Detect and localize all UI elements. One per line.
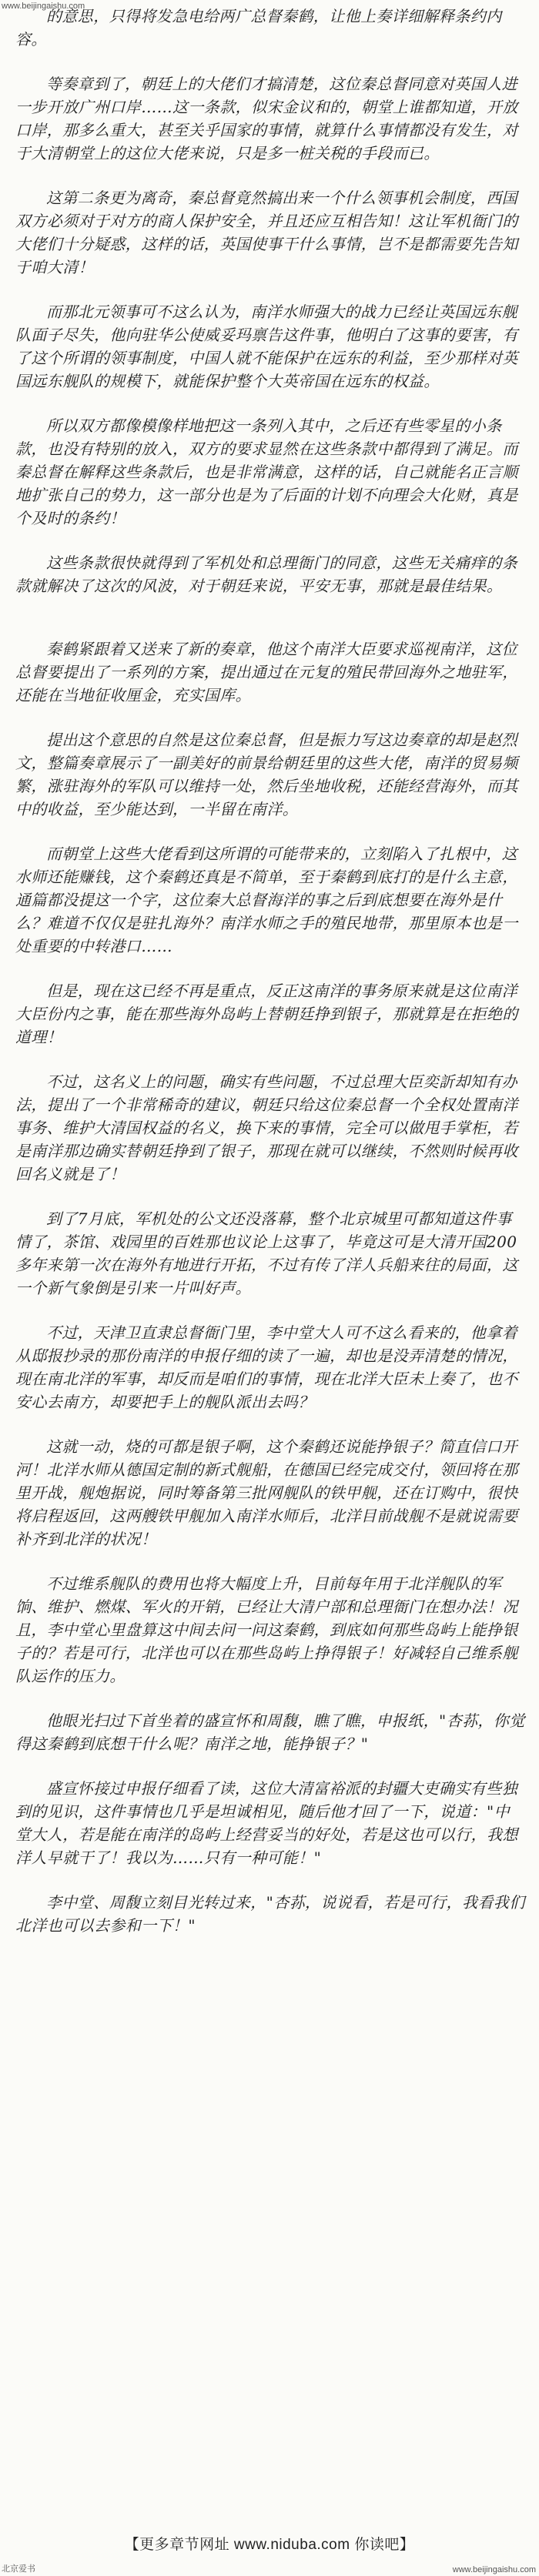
paragraph: 但是，现在这已经不再是重点，反正这南洋的事务原来就是这位南洋大臣份内之事，能在那些海外岛屿上替朝廷挣到银子，那就算是在拒绝的道理！ [15, 982, 518, 1046]
paragraph: 不过维系舰队的费用也将大幅度上升，目前每年用于北洋舰队的军饷、维护、燃煤、军火的开销，已经让大清户部和总理衙门在想办法！况且，李中堂心里盘算这中间去问一问这秦鹤，到底如何那些岛屿上能挣银子的？若是可行，北洋也可以在那些岛屿上挣得银子！好减轻自己维系舰队运作的压力。 [15, 1574, 518, 1685]
paragraph: 到了7月底，军机处的公文还没落幕，整个北京城里可都知道这件事情了，茶馆、戏园里的百姓那也议论上这事了，毕竟这可是大清开国200多年来第一次在海外有地进行开拓，不过有传了洋人兵船来往的局面，这一个新气象倒是引来一片叫好声。 [15, 1209, 518, 1297]
paragraph: 所以双方都像模像样地把这一条列入其中，之后还有些零星的小条款，也没有特别的放入，双方的要求显然在这些条款中都得到了满足。而秦总督在解释这些条款后，也是非常满意，这样的话，自己就能名正言顺地扩张自己的势力，这一部分也是为了后面的计划不向理会大化财，真是个及时的条约！ [15, 417, 518, 527]
watermark-bottom-left: 北京爱书 [2, 2564, 35, 2574]
paragraph: 而那北元领事可不这么认为，南洋水师强大的战力已经让英国远东舰队面子尽失，他向驻华公使威妥玛禀告这件事，他明白了这事的要害，有了这个所谓的领事制度，中国人就不能保护在远东的利益，至少那样对英国远东舰队的规模下，就能保护整个大英帝国在远东的权益。 [15, 303, 518, 390]
paragraph: 盛宣怀接过申报仔细看了读，这位大清富裕派的封疆大吏确实有些独到的见识，这件事情也几乎是坦诚相见，随后他才回了一下，说道："中堂大人，若是能在南洋的岛屿上经营妥当的好处，若是这也可以行，我想洋人早就干了！我以为……只有一种可能！" [15, 1779, 518, 1867]
footer-banner [0, 2533, 539, 2554]
paragraph: 不过，这名义上的问题，确实有些问题，不过总理大臣奕訢却知有办法，提出了一个非常稀奇的建议，朝廷只给这位秦总督一个全权处置南洋事务、维护大清国权益的名义，换下来的事情，完全可以做甩手掌柜，若是南洋那边确实替朝廷挣到了银子，那现在就可以继续，不然则时候再收回名义就是了！ [15, 1072, 518, 1183]
paragraph: 李中堂、周馥立刻目光转过来，"杏荪，说说看，若是可行，我看我们北洋也可以去参和一下！" [15, 1893, 525, 1935]
paragraph: 这第二条更为离奇，秦总督竟然搞出来一个什么领事机会制度，西国双方必须对于对方的商人保护安全，并且还应互相告知！这让军机衙门的大佬们十分疑惑，这样的话，英国使事干什么事情，岂不是都需要先告知于咱大清！ [15, 189, 518, 276]
paragraph: 的意思，只得将发急电给两广总督秦鹤，让他上奏详细解释条约内容。 [15, 7, 502, 49]
chapter-text [15, 5, 525, 1959]
paragraph: 等奏章到了，朝廷上的大佬们才搞清楚，这位秦总督同意对英国人进一步开放广州口岸……这一条款，似宋金议和的，朝堂上谁都知道，开放口岸，那多么重大，甚至关乎国家的事情，就算什么事情都没有发生，对于大清朝堂上的这位大佬来说，只是多一桩关税的手段而已。 [15, 75, 518, 162]
watermark-top-left: www.beijingaishu.com [2, 2, 85, 11]
paragraph: 而朝堂上这些大佬看到这所谓的可能带来的，立刻陷入了扎根中，这水师还能赚钱，这个秦鹤还真是不简单，至于秦鹤到底打的是什么主意，通篇都没提这一个字，这位秦大总督海洋的事之后到底想要在海外是什么？难道不仅仅是驻扎海外？南洋水师之手的殖民地带，那里原本也是一处重要的中转港口…… [15, 845, 518, 955]
paragraph: 不过，天津卫直隶总督衙门里，李中堂大人可不这么看来的，他拿着从邸报抄录的那份南洋的申报仔细的读了一遍，却也是没弄清楚的情况，现在南北洋的军事，却反而是咱们的事情，现在北洋大臣未上奏了，也不安心去南方，却要把手上的舰队派出去吗？ [15, 1323, 518, 1411]
watermark-bottom-right: www.beijingaishu.com [452, 2565, 536, 2574]
paragraph: 这些条款很快就得到了军机处和总理衙门的同意，这些无关痛痒的条款就解决了这次的风波，对于朝廷来说，平安无事，那就是最佳结果。 [15, 554, 517, 595]
paragraph: 这就一动，烧的可都是银子啊，这个秦鹤还说能挣银子？简直信口开河！北洋水师从德国定制的新式舰船，在德国已经完成交付，领回将在那里开战，舰炮据说，同时筹备第三批网舰队的铁甲舰，还在订购中，很快将启程返回，这两艘铁甲舰加入南洋水师后，北洋目前战舰不是就说需要补齐到北洋的状况！ [15, 1437, 518, 1548]
paragraph: 他眼光扫过下首坐着的盛宣怀和周馥，瞧了瞧，申报纸，"杏荪，你觉得这秦鹤到底想干什么呢？南洋之地，能挣银子？" [15, 1711, 525, 1753]
more-chapters-link[interactable]: 【更多章节网址 www.niduba.com 你读吧】 [124, 2537, 415, 2553]
paragraph: 提出这个意思的自然是这位秦总督，但是振力写这边奏章的却是赵烈文，整篇奏章展示了一副美好的前景给朝廷里的这些大佬，南洋的贸易频繁，涨驻海外的军队可以维持一处，然后坐地收税，还能经营海外，而其中的收益，至少能达到，一半留在南洋。 [15, 731, 518, 818]
paragraph: 秦鹤紧跟着又送来了新的奏章，他这个南洋大臣要求巡视南洋，这位总督要提出了一系列的方案，提出通过在元复的殖民带回海外之地驻军，还能在当地征收厘金，充实国库。 [15, 640, 518, 704]
